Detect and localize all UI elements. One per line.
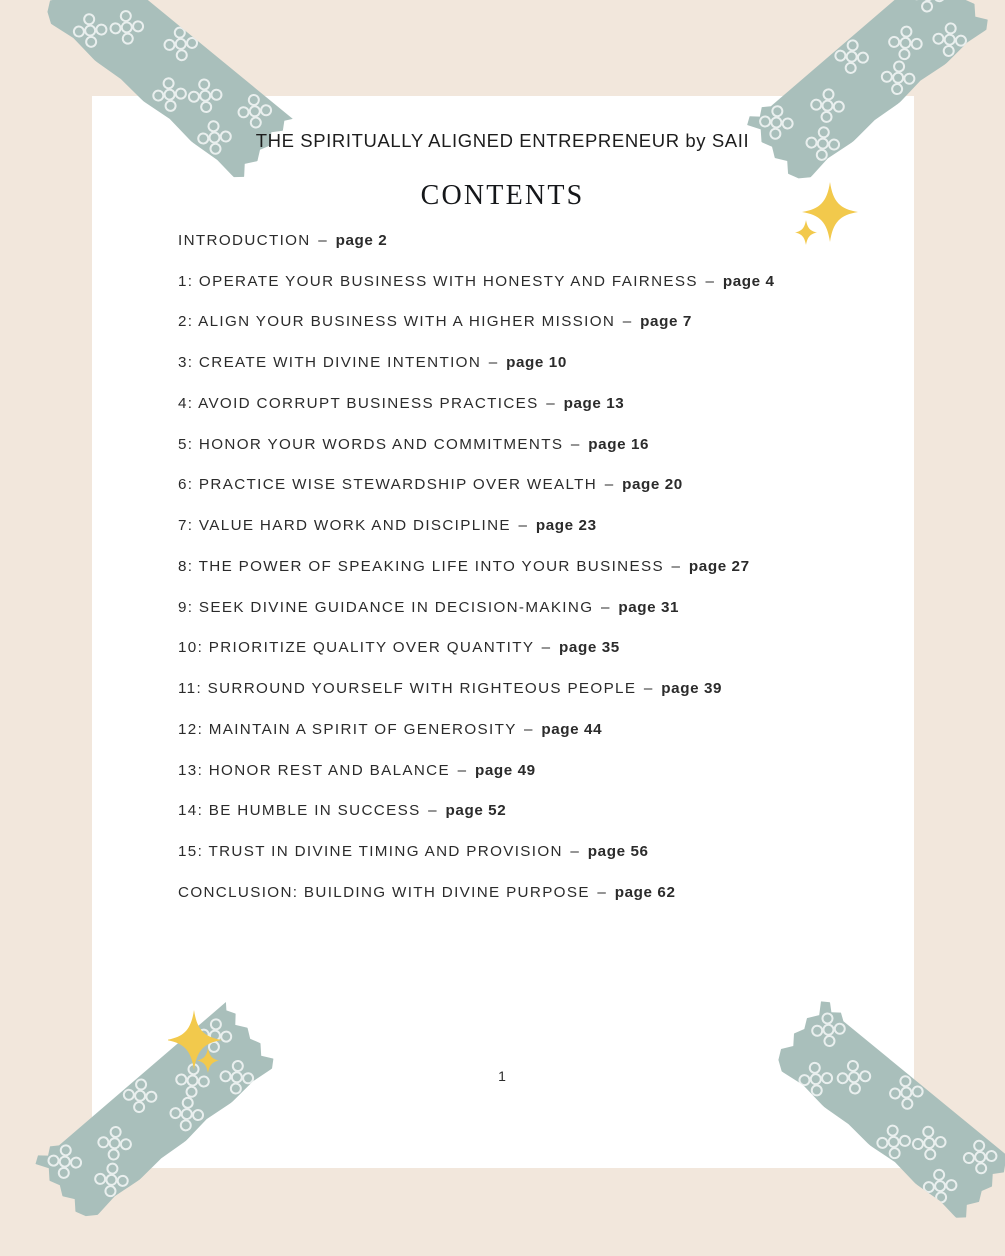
toc-entry-page: page 13 — [563, 394, 625, 412]
toc-entry[interactable] — [178, 599, 878, 617]
toc-entry-label: 9: SEEK DIVINE GUIDANCE IN DECISION-MAKING — [178, 598, 594, 616]
toc-entry-dash: – — [488, 354, 499, 372]
toc-entry-page: page 10 — [506, 354, 567, 372]
toc-entry-dash: – — [428, 802, 438, 820]
table-of-contents — [178, 232, 878, 924]
toc-entry[interactable] — [178, 476, 878, 494]
toc-entry-label: 14: BE HUMBLE IN SUCCESS — [178, 802, 421, 820]
page-title: CONTENTS — [420, 180, 585, 211]
toc-entry-label: CONCLUSION: BUILDING WITH DIVINE PURPOSE — [178, 883, 590, 901]
toc-entry-page: page 56 — [587, 843, 649, 861]
toc-entry[interactable] — [178, 395, 878, 413]
toc-entry-page: page 39 — [661, 680, 723, 698]
toc-entry-page: page 16 — [588, 435, 650, 453]
toc-entry-label: 11: SURROUND YOURSELF WITH RIGHTEOUS PEOPLE — [178, 680, 637, 698]
toc-entry-page: page 52 — [445, 802, 507, 820]
toc-entry-dash: – — [524, 720, 534, 738]
toc-entry[interactable] — [178, 762, 878, 780]
toc-entry-dash: – — [541, 639, 552, 657]
toc-entry-label: 5: HONOR YOUR WORDS AND COMMITMENTS — [178, 435, 564, 453]
toc-entry-dash: – — [622, 313, 633, 331]
toc-entry[interactable] — [178, 721, 878, 739]
toc-entry-dash: – — [643, 680, 654, 698]
toc-entry-label: 7: VALUE HARD WORK AND DISCIPLINE — [178, 517, 511, 535]
toc-entry-page: page 35 — [559, 639, 620, 657]
toc-entry[interactable] — [178, 313, 878, 331]
toc-entry-page: page 62 — [614, 883, 676, 901]
toc-entry-label: 13: HONOR REST AND BALANCE — [178, 761, 450, 779]
toc-entry-label: 6: PRACTICE WISE STEWARDSHIP OVER WEALTH — [178, 476, 598, 494]
toc-entry[interactable] — [178, 232, 878, 250]
toc-entry-dash: – — [318, 232, 329, 249]
document-header: THE SPIRITUALLY ALIGNED ENTREPRENEUR by SAII — [255, 130, 750, 151]
toc-entry[interactable] — [178, 354, 878, 372]
toc-entry-dash: – — [597, 883, 608, 901]
toc-entry-dash: – — [600, 598, 611, 616]
toc-entry-page: page 20 — [622, 476, 683, 494]
toc-entry-page: page 4 — [722, 272, 775, 290]
toc-entry-page: page 31 — [618, 598, 680, 616]
toc-entry-label: 4: AVOID CORRUPT BUSINESS PRACTICES — [178, 394, 539, 412]
toc-entry-label: 2: ALIGN YOUR BUSINESS WITH A HIGHER MISSION — [178, 313, 616, 331]
toc-entry[interactable] — [178, 273, 878, 291]
toc-entry-label: 10: PRIORITIZE QUALITY OVER QUANTITY — [178, 639, 535, 657]
toc-entry-dash: – — [705, 272, 716, 290]
toc-entry-dash: – — [570, 843, 581, 861]
toc-entry[interactable] — [178, 517, 878, 535]
toc-entry[interactable] — [178, 680, 878, 698]
toc-entry-label: 15: TRUST IN DIVINE TIMING AND PROVISION — [178, 843, 563, 861]
toc-entry-dash: – — [457, 761, 468, 779]
toc-entry[interactable] — [178, 802, 878, 820]
toc-entry-label: INTRODUCTION — [178, 232, 311, 249]
toc-entry[interactable] — [178, 639, 878, 657]
toc-entry-label: 8: THE POWER OF SPEAKING LIFE INTO YOUR BUSINESS — [178, 557, 664, 575]
toc-entry-page: page 49 — [474, 761, 536, 779]
toc-entry-label: 1: OPERATE YOUR BUSINESS WITH HONESTY AND FAIRNESS — [178, 272, 698, 290]
toc-entry-dash: – — [518, 517, 529, 535]
toc-entry[interactable] — [178, 558, 878, 576]
toc-entry[interactable] — [178, 884, 878, 902]
toc-entry[interactable] — [178, 843, 878, 861]
toc-entry-dash: – — [604, 476, 615, 494]
toc-entry[interactable] — [178, 436, 878, 454]
toc-entry-page: page 7 — [640, 313, 692, 331]
toc-entry-dash: – — [570, 435, 581, 453]
page-number: 1 — [498, 1068, 507, 1084]
toc-entry-page: page 44 — [541, 720, 603, 738]
toc-entry-label: 3: CREATE WITH DIVINE INTENTION — [178, 354, 482, 372]
toc-entry-page: page 23 — [535, 517, 597, 535]
toc-entry-dash: – — [671, 557, 682, 575]
toc-entry-dash: – — [546, 394, 557, 412]
toc-entry-page: page 2 — [335, 232, 388, 249]
toc-entry-page: page 27 — [688, 557, 750, 575]
toc-entry-label: 12: MAINTAIN A SPIRIT OF GENEROSITY — [178, 720, 517, 738]
